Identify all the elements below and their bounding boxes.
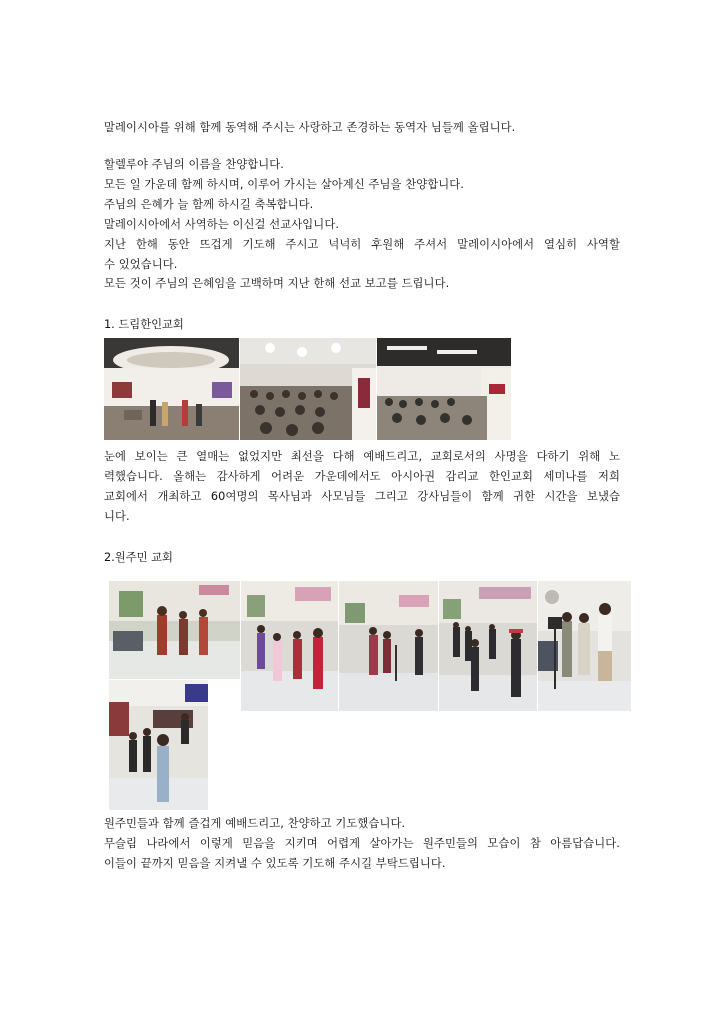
- intro-line: 지난 한해 동안 뜨겁게 기도해 주시고 넉넉히 후원해 주셔서 말레이시아에서 열심히 사역할: [104, 238, 620, 251]
- worship-singers-photo: [538, 581, 631, 711]
- section1-paragraph-line: 눈에 보이는 큰 열매는 없었지만 최선을 다해 예배드리고, 교회로서의 사명을 다하기 위해 노: [104, 450, 620, 463]
- intro-line: 모든 일 가운데 함께 하시며, 이루어 가시는 살아계신 주님을 찬양합니다.: [104, 178, 464, 191]
- greeting-line: 말레이시아를 위해 함께 동역해 주시는 사랑하고 존경하는 동역자 님들께 올립니다.: [104, 121, 516, 134]
- children-dance-photo: [241, 581, 338, 711]
- seminar-room-photo: [377, 338, 511, 440]
- section1-paragraph-line: 니다.: [104, 510, 130, 523]
- intro-line: 수 있었습니다.: [104, 258, 178, 271]
- child-singing-photo: [109, 680, 208, 810]
- section2-paragraph-line: 원주민들과 함께 즐겁게 예배드리고, 찬양하고 기도했습니다.: [104, 817, 406, 830]
- intro-line: 주님의 은혜가 늘 함께 하시길 축복합니다.: [104, 198, 314, 211]
- section2-paragraph-line: 이들이 끝까지 믿음을 지켜낼 수 있도록 기도해 주시길 부탁드립니다.: [104, 857, 446, 870]
- section1-title: 1. 드림한인교회: [104, 318, 184, 331]
- seminar-audience-photo: [240, 338, 376, 440]
- section2-title: 2.원주민 교회: [104, 551, 173, 564]
- dance-performance-photo: [109, 581, 240, 679]
- section1-paragraph-line: 교회에서 개최하고 60여명의 목사님과 사모님들 그리고 강사님들이 함께 귀한 시간을 보냈습: [104, 490, 620, 503]
- intro-line: 할렐루야 주님의 이름을 찬양합니다.: [104, 158, 284, 171]
- section2-paragraph-line: 무슬림 나라에서 이렇게 믿음을 지키며 어렵게 살아가는 원주민들의 모습이 참 아름답습니다.: [104, 837, 620, 850]
- children-praise-photo: [439, 581, 537, 711]
- intro-line: 말레이시아에서 사역하는 이신걸 선교사입니다.: [104, 218, 340, 231]
- intro-line: 모든 것이 주님의 은혜임을 고백하며 지난 한해 선교 보고를 드립니다.: [104, 277, 450, 290]
- section1-paragraph-line: 력했습니다. 올해는 감사하게 어려운 가운데에서도 아시아권 감리교 한인교회 세미나를 저희: [104, 470, 620, 483]
- stage-dance-photo: [339, 581, 438, 711]
- church-fellowship-hall-photo: [104, 338, 239, 440]
